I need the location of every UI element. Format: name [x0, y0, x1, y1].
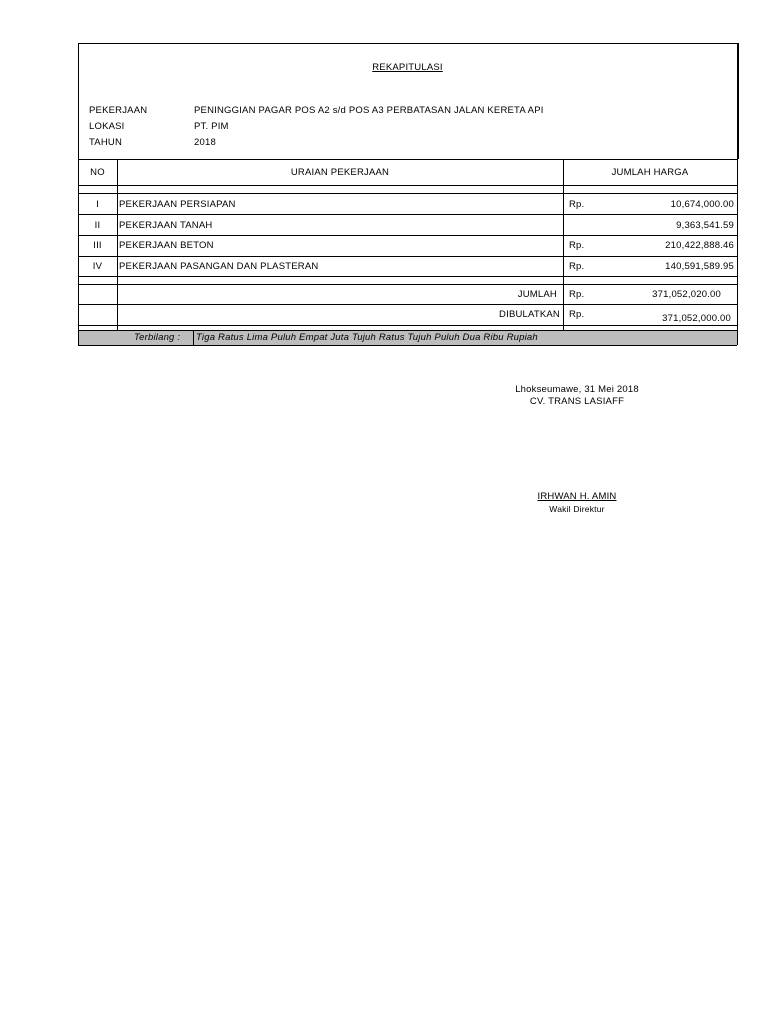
- table-bottom-line: [78, 345, 737, 346]
- row-no: II: [94, 220, 101, 231]
- row-currency: Rp.: [569, 261, 585, 272]
- row-line: [78, 235, 737, 236]
- row-uraian: PEKERJAAN PERSIAPAN: [119, 199, 236, 210]
- info-label-tahun: TAHUN: [89, 137, 123, 148]
- info-value-tahun: 2018: [194, 137, 216, 148]
- signature-name: IRHWAN H. AMIN: [537, 491, 617, 502]
- header-no: NO: [90, 167, 105, 178]
- total-amount: 371,052,020.00: [652, 289, 721, 300]
- row-currency: Rp.: [569, 199, 585, 210]
- row-line: [78, 284, 737, 285]
- total-currency: Rp.: [569, 289, 585, 300]
- row-no: I: [96, 199, 99, 210]
- row-no: III: [93, 240, 102, 251]
- terbilang-label: Terbilang :: [134, 332, 181, 343]
- signature-place-date: Lhokseumawe, 31 Mei 2018: [515, 384, 639, 395]
- signature-company: CV. TRANS LASIAFF: [529, 396, 625, 407]
- row-amount: 140,591,589.95: [665, 261, 734, 272]
- rounded-label: DIBULATKAN: [499, 309, 560, 320]
- header-jumlah: JUMLAH HARGA: [611, 167, 689, 178]
- rounded-amount: 371,052,000.00: [662, 313, 731, 324]
- frame-right-border-bottom: [737, 159, 738, 345]
- col-divider-no: [117, 159, 118, 330]
- total-label: JUMLAH: [517, 289, 557, 300]
- row-uraian: PEKERJAAN TANAH: [119, 220, 213, 231]
- terbilang-divider: [193, 331, 194, 345]
- row-line: [78, 304, 737, 305]
- row-amount: 9,363,541.59: [676, 220, 734, 231]
- row-uraian: PEKERJAAN PASANGAN DAN PLASTERAN: [119, 261, 319, 272]
- row-no: IV: [92, 261, 103, 272]
- row-line: [78, 214, 737, 215]
- document-title: REKAPITULASI: [372, 62, 443, 73]
- header-uraian: URAIAN PEKERJAAN: [290, 167, 390, 178]
- col-divider-amount: [563, 159, 564, 330]
- signature-position: Wakil Direktur: [549, 504, 605, 514]
- header-top-line: [78, 159, 737, 160]
- frame-top-border: [78, 43, 737, 44]
- info-label-lokasi: LOKASI: [89, 121, 125, 132]
- terbilang-value: Tiga Ratus Lima Puluh Empat Juta Tujuh Ratus Tujuh Puluh Dua Ribu Rupiah: [196, 332, 538, 343]
- info-label-pekerjaan: PEKERJAAN: [89, 105, 148, 116]
- row-currency: Rp.: [569, 240, 585, 251]
- row-line: [78, 256, 737, 257]
- rounded-currency: Rp.: [569, 309, 585, 320]
- row-line: [78, 325, 737, 326]
- info-value-lokasi: PT. PIM: [194, 121, 229, 132]
- frame-left-border: [78, 43, 79, 345]
- row-amount: 10,674,000.00: [670, 199, 734, 210]
- row-line: [78, 193, 737, 194]
- info-value-pekerjaan: PENINGGIAN PAGAR POS A2 s/d POS A3 PERBATASAN JALAN KERETA API: [194, 105, 544, 116]
- row-line: [78, 276, 737, 277]
- header-bottom-line: [78, 185, 737, 186]
- row-amount: 210,422,888.46: [665, 240, 734, 251]
- frame-right-border-top: [737, 43, 739, 159]
- row-uraian: PEKERJAAN BETON: [119, 240, 214, 251]
